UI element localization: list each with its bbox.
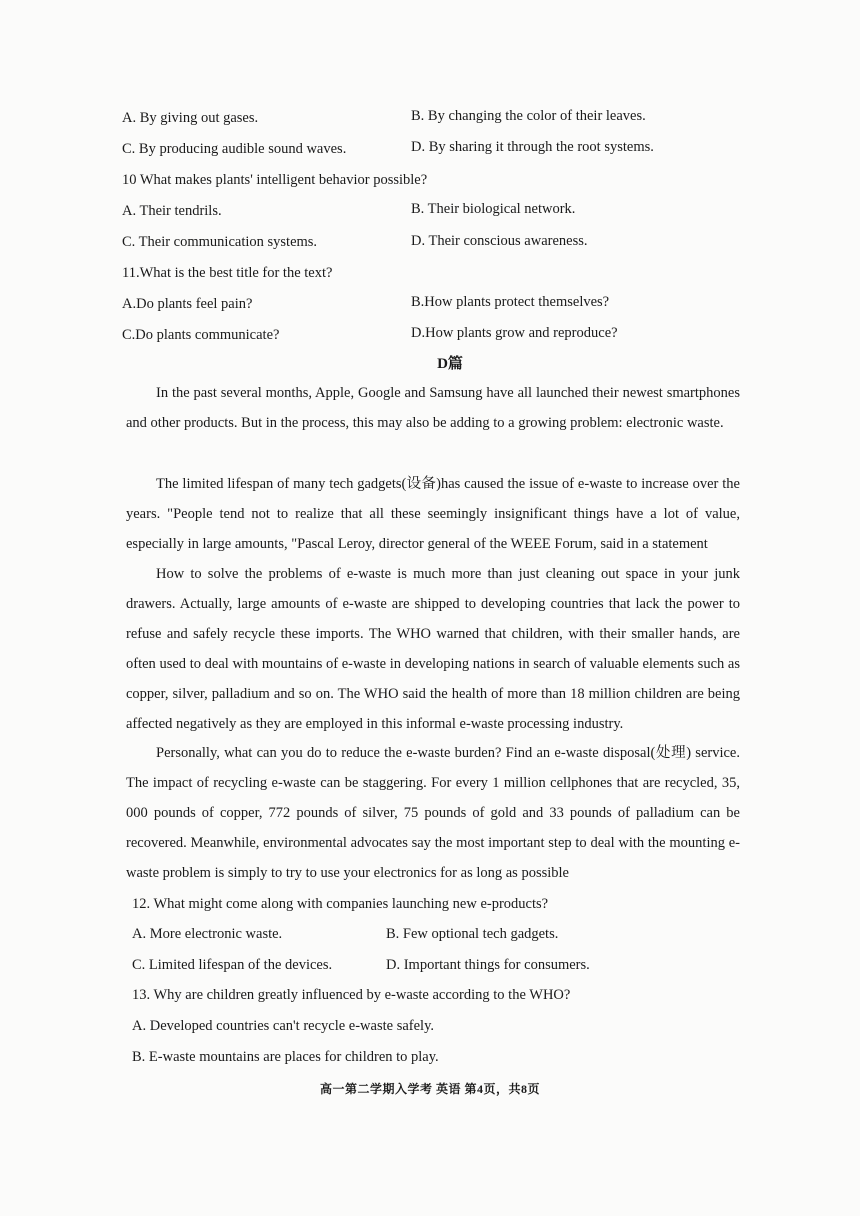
q10-option-c[interactable]: C. Their communication systems. (122, 234, 318, 250)
q13-option-b[interactable]: B. E-waste mountains are places for children to play. (132, 1049, 439, 1065)
q9-option-d[interactable]: D. By sharing it through the root systems. (411, 139, 654, 155)
q11-option-d[interactable]: D.How plants grow and reproduce? (411, 325, 618, 341)
q12-option-a[interactable]: A. More electronic waste. (132, 926, 283, 942)
q11-option-c[interactable]: C.Do plants communicate? (122, 327, 280, 343)
q9-option-a[interactable]: A. By giving out gases. (122, 110, 259, 126)
q13-question: 13. Why are children greatly influenced by e-waste according to the WHO? (132, 987, 571, 1003)
passage-paragraph-1 (126, 378, 740, 438)
paragraph-4-text: Personally, what can you do to reduce the e-waste burden? Find an e-waste disposal(处理) service. The impact of recycling e-waste can be staggering. For every 1 million cellphones that are recycled, 35, 000 pounds of copper, 772 pounds of silver, 75 pounds of gold and 33 pounds of palladium can be recovered. Meanwhile, environmental advocates say the most important step to deal with the mounting e-waste problem is simply to try to use your electronics for as long as possible (126, 745, 740, 881)
q11-option-a[interactable]: A.Do plants feel pain? (122, 296, 253, 312)
q12-question: 12. What might come along with companies launching new e-products? (132, 896, 549, 912)
q13-option-a[interactable]: A. Developed countries can't recycle e-waste safely. (132, 1018, 435, 1034)
paragraph-3-text: How to solve the problems of e-waste is much more than just cleaning out space in your junk drawers. Actually, large amounts of e-waste are shipped to developing countries that lack the power to refuse and safely recycle these imports. The WHO warned that children, with their smaller hands, are often used to deal with mountains of e-waste in developing nations in search of valuable elements such as copper, silver, palladium and so on. The WHO said the health of more than 18 million children are being affected negatively as they are employed in this informal e-waste processing industry. (126, 566, 740, 732)
q12-option-b[interactable]: B. Few optional tech gadgets. (386, 926, 559, 942)
passage-paragraph-2 (126, 469, 740, 559)
q11-option-b[interactable]: B.How plants protect themselves? (411, 294, 610, 310)
passage-paragraph-4 (126, 738, 740, 888)
passage-paragraph-3 (126, 559, 740, 739)
q10-option-b[interactable]: B. Their biological network. (411, 201, 576, 217)
q11-question: 11.What is the best title for the text? (122, 265, 333, 281)
q12-option-c[interactable]: C. Limited lifespan of the devices. (132, 957, 333, 973)
page-footer: 高一第二学期入学考 英语 第4页，共8页 (319, 1082, 540, 1096)
q9-option-c[interactable]: C. By producing audible sound waves. (122, 141, 347, 157)
q10-option-a[interactable]: A. Their tendrils. (122, 203, 222, 219)
paragraph-2-text: The limited lifespan of many tech gadgets(设备)has caused the issue of e-waste to increase over the years. "People tend not to realize that all these seemingly insignificant things have a lot of value, especially in large amounts, "Pascal Leroy, director general of the WEEE Forum, said in a statement (126, 476, 740, 552)
section-title: D篇 (437, 356, 463, 372)
q10-option-d[interactable]: D. Their conscious awareness. (411, 233, 588, 249)
q10-question: 10 What makes plants' intelligent behavior possible? (122, 172, 428, 188)
q9-option-b[interactable]: B. By changing the color of their leaves. (411, 108, 646, 124)
paragraph-1-text: In the past several months, Apple, Google and Samsung have all launched their newest smartphones and other products. But in the process, this may also be adding to a growing problem: electronic waste. (126, 385, 740, 431)
q12-option-d[interactable]: D. Important things for consumers. (386, 957, 590, 973)
